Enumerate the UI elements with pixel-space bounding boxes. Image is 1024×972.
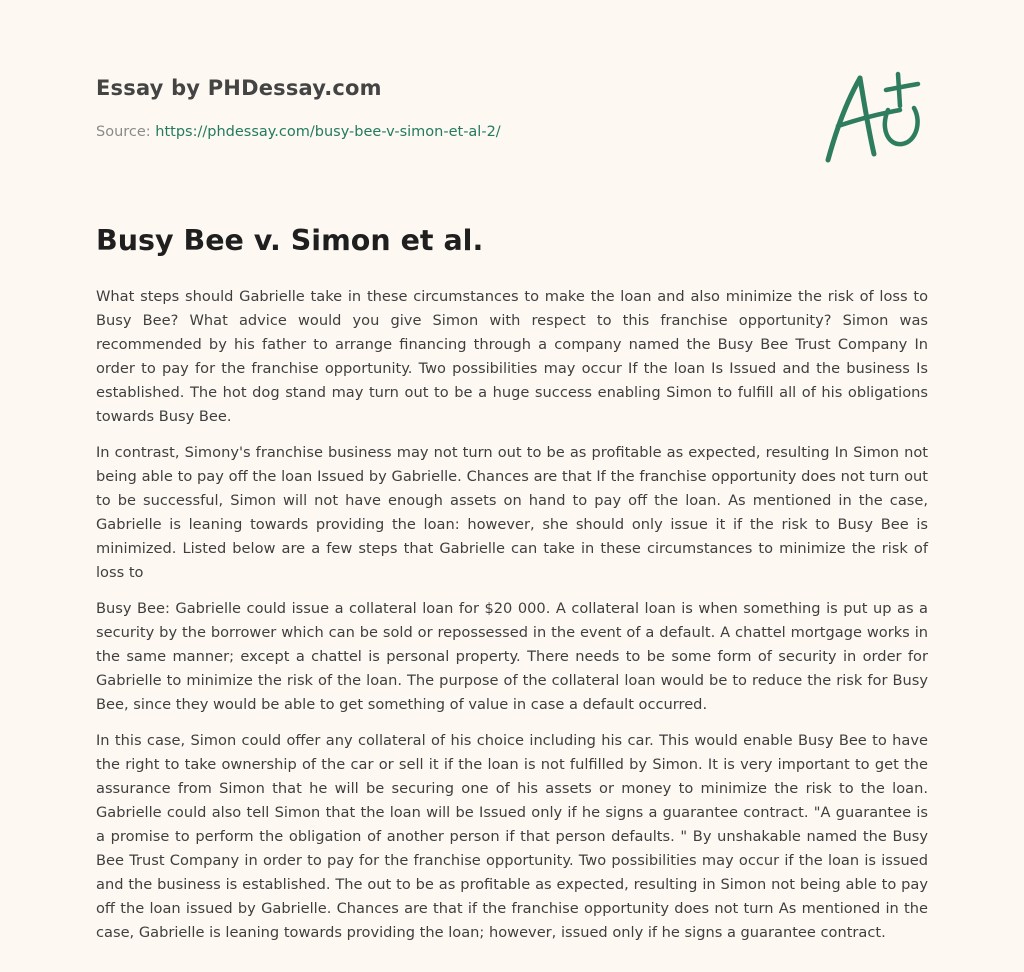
- source-label: Source:: [96, 124, 151, 140]
- a-plus-grade-icon: [818, 66, 930, 166]
- essay-paragraph: What steps should Gabrielle take in these circumstances to make the loan and also minimize the risk of loss to Busy Bee? What advice would you give Simon with respect to this franchise opportunity? Simon was recommended by his father to arrange financing through a company named the Busy Bee Trust Company In order to pay for the franchise opportunity. Two possibilities may occur If the loan Is Issued and the business Is established. The hot dog stand may turn out to be a huge success enabling Simon to fulfill all of his obligations towards Busy Bee.: [96, 288, 928, 425]
- site-brand: Essay by PHDessay.com: [96, 76, 382, 100]
- essay-title: Busy Bee v. Simon et al.: [96, 224, 484, 257]
- essay-paragraph: In this case, Simon could offer any collateral of his choice including his car. This would enable Busy Bee to have the right to take ownership of the car or sell it if the loan is not fulfilled by Simon. It is very important to get the assurance from Simon that he will be securing one of his assets or money to minimize the risk to the loan. Gabrielle could also tell Simon that the loan will be Issued only if he signs a guarantee contract. "A guarantee is a promise to perform the obligation of another person if that person defaults. " By unshakable named the Busy Bee Trust Company in order to pay for the franchise opportunity. Two possibilities may occur if the loan is issued and the business is established. The out to be as profitable as expected, resulting in Simon not being able to pay off the loan issued by Gabrielle. Chances are that if the franchise opportunity does not turn As mentioned in the case, Gabrielle is leaning towards providing the loan; however, issued only if he signs a guarantee contract.: [96, 732, 928, 941]
- essay-paragraph: Busy Bee: Gabrielle could issue a collateral loan for $20 000. A collateral loan is when something is put up as a security by the borrower which can be sold or repossessed in the event of a default. A chattel mortgage works in the same manner; except a chattel is personal property. There needs to be some form of security in order for Gabrielle to minimize the risk of the loan. The purpose of the collateral loan would be to reduce the risk for Busy Bee, since they would be able to get something of value in case a default occurred.: [96, 600, 928, 713]
- source-link[interactable]: https://phdessay.com/busy-bee-v-simon-et-al-2/: [155, 124, 501, 140]
- essay-body: [96, 285, 928, 957]
- source-line: [96, 124, 501, 140]
- essay-paragraph: In contrast, Simony's franchise business may not turn out to be as profitable as expected, resulting In Simon not being able to pay off the loan Issued by Gabrielle. Chances are that If the franchise opportunity does not turn out to be successful, Simon will not have enough assets on hand to pay off the loan. As mentioned in the case, Gabrielle is leaning towards providing the loan: however, she should only issue it if the risk to Busy Bee is minimized. Listed below are a few steps that Gabrielle can take in these circumstances to minimize the risk of loss to: [96, 444, 928, 581]
